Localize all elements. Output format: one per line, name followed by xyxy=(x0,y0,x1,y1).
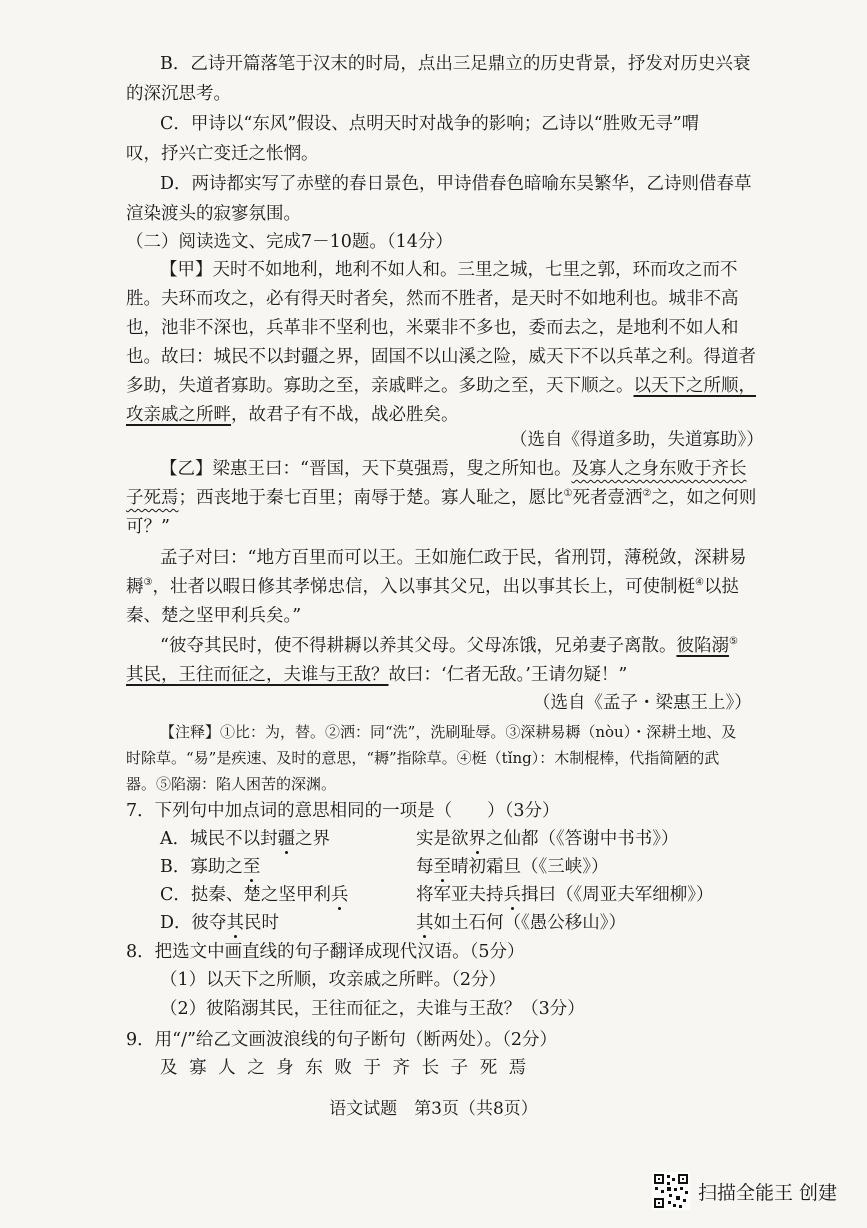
option-text: A．城民不以封 xyxy=(160,829,278,849)
note-marker: ① xyxy=(563,488,573,500)
dotted-word: 至 xyxy=(242,857,261,877)
passage-text: 之，如之何则 xyxy=(651,488,757,508)
page-footer: 语文试题 第3页（共8页） xyxy=(329,1099,538,1119)
option-text: 揖曰（《周亚夫军细柳》） xyxy=(521,885,714,905)
passage-text: 【乙】梁惠王曰：“晋国，天下莫强焉，叟之所知也。 xyxy=(160,459,572,479)
note-marker: ④ xyxy=(694,577,704,589)
section-heading: （二）阅读选文、完成7－10题。（14分） xyxy=(126,232,453,252)
passage-text: 耨 xyxy=(126,577,144,597)
note-marker: ③ xyxy=(143,577,153,589)
passage-jia-line6 xyxy=(126,403,459,427)
underlined-sentence: 彼陷溺 xyxy=(676,636,729,656)
dotted-word: 至 xyxy=(433,857,451,877)
passage-text: 故曰：‘仁者无敌。’王请勿疑！” xyxy=(388,665,628,685)
passage-yi-para2-line2 xyxy=(126,575,739,599)
wavy-sentence: 子死焉 xyxy=(126,488,179,508)
dotted-word: 兵 xyxy=(330,885,349,905)
passage-yi-para2-line1: 孟子对曰：“地方百里而可以王。王如施仁政于民，省刑罚，薄税敛，深耕易 xyxy=(160,548,747,568)
option-text: D．彼夺 xyxy=(160,913,227,933)
question-7-option-d-right xyxy=(416,911,626,935)
passage-text: “彼夺其民时，使不得耕耨以养其父母。父母冻饿，兄弟妻子离散。 xyxy=(160,636,677,656)
question-9-stem: 9．用“/”给乙文画波浪线的句子断句（断两处）。（2分） xyxy=(126,1030,558,1050)
option-text: 之仙都（《答谢中书书》） xyxy=(486,829,679,849)
option-d-line1: D．两诗都实写了赤壁的春日景色，甲诗借春色暗喻东吴繁华，乙诗则借春草 xyxy=(160,174,752,194)
passage-yi-source: （选自《孟子・梁惠王上》） xyxy=(533,693,752,713)
passage-text: 以挞 xyxy=(703,577,739,597)
dotted-word: 界 xyxy=(468,829,486,849)
question-7-option-a-right xyxy=(416,827,679,851)
option-text: 实是欲 xyxy=(416,829,469,849)
option-text: B．寡助之 xyxy=(160,857,243,877)
dotted-word: 兵 xyxy=(503,885,521,905)
notes-line3: 器。⑤陷溺：陷人困苦的深渊。 xyxy=(126,775,337,793)
passage-jia-line3: 也，池非不深也，兵革非不坚利也，米粟非不多也，委而去之，是地利不如人和 xyxy=(126,318,739,338)
question-8-stem: 8．把选文中画直线的句子翻译成现代汉语。（5分） xyxy=(126,942,525,962)
dotted-word: 其 xyxy=(226,913,245,933)
question-7-option-c-right xyxy=(416,883,714,907)
question-7-option-d-left xyxy=(160,911,279,935)
option-text: C．挞秦、楚之坚甲利 xyxy=(160,885,331,905)
option-d-line2: 渲染渡头的寂寥氛围。 xyxy=(126,204,301,224)
question-9-sentence[interactable]: 及 寡 人 之 身 东 败 于 齐 长 子 死 焉 xyxy=(160,1058,530,1078)
passage-text: ；西丧地于秦七百里；南辱于楚。寡人耻之，愿比 xyxy=(178,488,564,508)
note-marker: ⑤ xyxy=(728,636,738,648)
question-7-option-b-right xyxy=(416,855,609,879)
question-8-item1: （1）以天下之所顺，攻亲戚之所畔。（2分） xyxy=(160,970,507,990)
underlined-sentence: 以天下之所顺， xyxy=(633,376,756,396)
question-7-stem: 7．下列句中加点词的意思相同的一项是（ ）（3分） xyxy=(126,801,560,821)
passage-yi-line3: 可？” xyxy=(126,517,170,537)
passage-jia-line4: 也。故曰：城民不以封疆之界，固国不以山溪之险，威天下不以兵革之利。得道者 xyxy=(126,347,756,367)
option-c-line1: C．甲诗以“东风”假设、点明天时对战争的影响；乙诗以“胜败无寻”喟 xyxy=(160,114,700,134)
passage-text: 多助，失道者寡助。寡助之至，亲戚畔之。多助之至，天下顺之。 xyxy=(126,376,634,396)
question-7-option-b-left xyxy=(160,855,260,879)
option-text: 如土石何（《愚公移山》） xyxy=(433,913,626,933)
question-8-item2: （2）彼陷溺其民，王往而征之，夫谁与王敌？（3分） xyxy=(160,999,585,1019)
notes-line1: 【注释】①比：为，替。②洒：同“洗”，洗刷耻辱。③深耕易耨（nòu）・深耕土地、及 xyxy=(160,723,737,741)
passage-yi-para2-line3: 秦、楚之坚甲利兵矣。” xyxy=(126,606,302,626)
underlined-sentence: 攻亲戚之所畔 xyxy=(126,405,231,425)
scanner-credit: 扫描全能王 创建 xyxy=(698,1182,838,1204)
passage-yi-para3-line1 xyxy=(160,634,738,658)
question-7-option-c-left xyxy=(160,883,348,907)
option-text: 将军亚夫持 xyxy=(416,885,504,905)
question-7-option-a-left xyxy=(160,827,330,851)
option-c-line2: 叹，抒兴亡变迁之怅惘。 xyxy=(126,144,319,164)
passage-jia-line2: 胜。夫环而攻之，必有得天时者矣，然而不胜者，是天时不如地利也。城非不高 xyxy=(126,289,739,309)
option-text: 晴初霜旦（《三峡》） xyxy=(451,857,609,877)
option-text: 之界 xyxy=(295,829,331,849)
passage-yi-para3-line2 xyxy=(126,663,627,687)
scanner-watermark xyxy=(652,1170,857,1214)
wavy-sentence: 及寡人之身东败于齐长 xyxy=(571,459,747,479)
notes-line2: 时除草。“易”是疾速、及时的意思，“耨”指除草。④梃（tǐng）：木制棍棒，代指简陋的武 xyxy=(126,749,720,767)
note-marker: ② xyxy=(642,488,652,500)
dotted-word: 疆 xyxy=(277,829,296,849)
passage-jia-line1: 【甲】天时不如地利，地利不如人和。三里之城，七里之郭，环而攻之而不 xyxy=(160,260,738,280)
option-b-line1: B．乙诗开篇落笔于汉末的时局，点出三足鼎立的历史背景，抒发对历史兴衰 xyxy=(160,54,751,74)
option-text: 每 xyxy=(416,857,434,877)
passage-yi-line1 xyxy=(160,457,746,481)
qr-code-icon xyxy=(652,1172,690,1210)
option-text: 民时 xyxy=(244,913,280,933)
passage-yi-line2 xyxy=(126,486,756,510)
passage-text: ，故君子有不战，战必胜矣。 xyxy=(231,405,459,425)
option-b-line2: 的深沉思考。 xyxy=(126,84,231,104)
passage-jia-source: （选自《得道多助，失道寡助》） xyxy=(510,430,764,450)
underlined-sentence: 其民，王往而征之，夫谁与王敌？ xyxy=(126,665,389,685)
passage-jia-line5 xyxy=(126,374,756,398)
passage-text: ，壮者以暇日修其孝悌忠信，入以事其父兄，出以事其长上，可使制梃 xyxy=(152,577,695,597)
passage-text: 死者壹洒 xyxy=(572,488,643,508)
dotted-word: 其 xyxy=(416,913,434,933)
